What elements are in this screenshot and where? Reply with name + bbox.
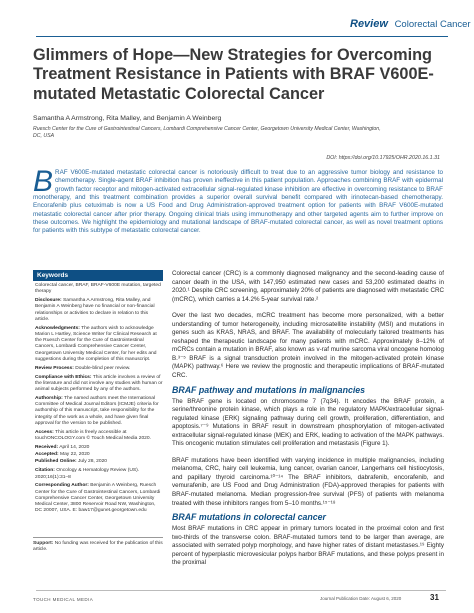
body-paragraph: Over the last two decades, mCRC treatment has become more personalized, with a better understanding of tumor heterogeneity, including microsatellite instability (MSI) and mutations in genes such as KRAS, NRAS, and BRAF. The availability of molecularly tailored treatments has reshaped the therapeutic landscape for many patients with mCRC. Approximately 8–12% of mCRCs contain a mutation in BRAF, also known as v-raf murine sarcoma viral oncogene homolog B.³⁻⁵ BRAF is a signal transduction protein involved in the mitogen-activated protein kinase (MAPK) pathway.⁶ Here we review the prognostic and therapeutic implications of BRAF-mutated CRC. bbox=[172, 312, 444, 380]
body-paragraph: The BRAF gene is located on chromosome 7 (7q34). It encodes the BRAF protein, a serine/threonine protein kinase, which plays a role in the regulatory MAPK/extracellular signal-regulated kinase (ERK) signaling pathway during cell growth, proliferation, differentiation, and apoptosis.⁷⁻⁹ Mutations in BRAF result in downstream phosphorylation of mitogen-activated extracellular signal-regulated kinase (MEK) and ERK, leading to activation of the MAPK pathways. This oncogenic mutation stimulates cell proliferation and metastasis (Figure 1). bbox=[172, 397, 444, 448]
publisher-name: TOUCH MEDICAL MEDIA bbox=[33, 597, 94, 602]
keywords-heading: Keywords bbox=[33, 270, 163, 281]
review-process-note: Review Process: Double-blind peer review. bbox=[35, 365, 131, 371]
article-doi[interactable]: DOI: https://doi.org/10.17925/OHR.2020.16.1.31 bbox=[326, 155, 440, 161]
article-info-sidebar bbox=[33, 270, 163, 517]
published-date: Published Online: July 28, 2020 bbox=[35, 459, 108, 465]
sidebar-text bbox=[33, 281, 163, 515]
article-body bbox=[172, 270, 444, 568]
section-label: Review bbox=[350, 18, 388, 30]
keywords-text: Colorectal cancer, BRAF, BRAF-V600E mutation, targeted therapy bbox=[35, 283, 161, 295]
header-divider bbox=[36, 36, 448, 37]
abstract-dropcap: B bbox=[33, 165, 54, 198]
subsection-label: Colorectal Cancer bbox=[394, 19, 471, 30]
abstract-text: RAF V600E-mutated metastatic colorectal cancer is notoriously difficult to treat due to an aggressive tumor biology and resistance to chemotherapy. Single-agent BRAF inhibition has proven ineffective in this patient population. Approaches combining BRAF with epidermal growth factor receptor and mitogen-activated extracellular signal-regulated kinase inhibition are effective in overcoming resistance to BRAF monotherapy, and this treatment combination provides a superior overall survival benefit compared with irinotecan-based chemotherapy. Encorafenib plus cetuximab is now a US Food and Drug Administration-approved treatment option for patients with BRAF V600E-mutated metastatic colorectal cancer after prior therapy. Ongoing clinical trials using immunotherapy and other targeted agents aim to further improve on these outcomes. We highlight the epidemiology and mutational landscape of BRAF-mutated colorectal cancer, as well as novel treatment options for patients with this subtype of metastatic colorectal cancer. bbox=[33, 169, 443, 235]
body-paragraph: BRAF mutations have been identified with varying incidence in multiple malignancies, including melanoma, CRC, hairy cell leukemia, lung cancer, ovarian cancer, Langerhans cell histiocytosis, and papillary thyroid carcinoma.¹⁰⁻¹⁴ The BRAF inhibitors, dabrafenib, encorafenib, and vemurafenib, are US Food and Drug Administration (FDA)-approved therapies for patients with BRAF-mutated melanoma. Median progression-free survival (PFS) of patients with melanoma treated with these inhibitors ranges from 5–10 months.¹⁵⁻¹⁸ bbox=[172, 456, 444, 507]
footer-divider bbox=[36, 590, 446, 591]
body-paragraph: Colorectal cancer (CRC) is a commonly diagnosed malignancy and the second-leading cause of cancer death in the USA, with 147,950 estimated new cases and 53,200 estimated deaths in 2020.¹ Despite CRC screening, approximately 20% of patients are diagnosed with metastatic CRC (mCRC), which carries a 14.2% 5-year survival rate.² bbox=[172, 270, 444, 303]
article-affiliation: Ruesch Center for the Cure of Gastrointestinal Cancers, Lombardi Comprehensive Cancer Center, Georgetown University Medical Center, Washington, DC, USA bbox=[33, 126, 381, 139]
body-paragraph: Most BRAF mutations in CRC appear in primary tumors located in the proximal colon and first two-thirds of the transverse colon. BRAF-mutated tumors tend to be larger than average, are associated with serrated polyp morphology, and have higher rates of distant metastases.¹⁹ Eighty percent of hyperplastic microvesicular polyps harbor BRAF mutations, and these polyps present in the proximal bbox=[172, 525, 444, 567]
page-number: 31 bbox=[430, 593, 439, 602]
disclosure-note: Disclosure: Samantha A Armstrong, Rita Malley, and Benjamin A Weinberg have no financial or non-financial relationships or activities to declare in relation to this article. bbox=[35, 298, 155, 322]
section-header bbox=[350, 18, 471, 30]
authorship-note: Authorship: The named authors meet the International Committee of Medical Journal Editors (ICMJE) criteria for authorship of this manuscript, take responsibility for the integrity of the work as a whole, and have given final approval for the version to be published. bbox=[35, 395, 159, 426]
received-date: Received: April 14, 2020 bbox=[35, 444, 90, 450]
support-note: Support: No funding was received for the publication of this article. bbox=[33, 537, 163, 554]
citation-note: Citation: Oncology & Hematology Review (US). 2020;16(1):31–8 bbox=[35, 468, 140, 480]
section-heading: BRAF pathway and mutations in malignancies bbox=[172, 384, 366, 395]
acknowledgments-note: Acknowledgments: The authors wish to acknowledge Marion L Hartley, Science Writer for Clinical Research at the Ruesch Center for the Cure of Gastrointestinal Cancers, Lombardi Comprehensive Cancer Center, Georgetown University Medical Center, for her edits and suggestions during the completion of this manuscript. bbox=[35, 325, 157, 362]
accepted-date: Accepted: May 22, 2020 bbox=[35, 452, 90, 458]
access-note: Access: This article is freely accessible at touchONCOLOGY.com © Touch Medical Media 2020. bbox=[35, 429, 151, 442]
abstract bbox=[33, 165, 443, 236]
publication-date: Journal Publication Date: August 6, 2020 bbox=[320, 596, 402, 601]
article-authors: Samantha A Armstrong, Rita Malley, and Benjamin A Weinberg bbox=[33, 115, 222, 122]
corresponding-author: Corresponding Author: Benjamin A Weinberg, Ruesch Center for the Cure of Gastrointestinal Cancers, Lombardi Comprehensive Cancer Center, Georgetown University Medical Center, 3800 Reservoir Road NW, Washington, DC 20007, USA. E: baw17@gunet.georgetown.edu bbox=[35, 483, 161, 514]
section-heading: BRAF mutations in colorectal cancer bbox=[172, 512, 326, 523]
ethics-note: Compliance with Ethics: This article involves a review of the literature and did not involve any studies with human or animal subjects performed by any of the authors. bbox=[35, 374, 163, 393]
article-title: Glimmers of Hope—New Strategies for Overcoming Treatment Resistance in Patients with BRAF V600E-mutated Metastatic Colorectal Cancer bbox=[33, 46, 434, 103]
